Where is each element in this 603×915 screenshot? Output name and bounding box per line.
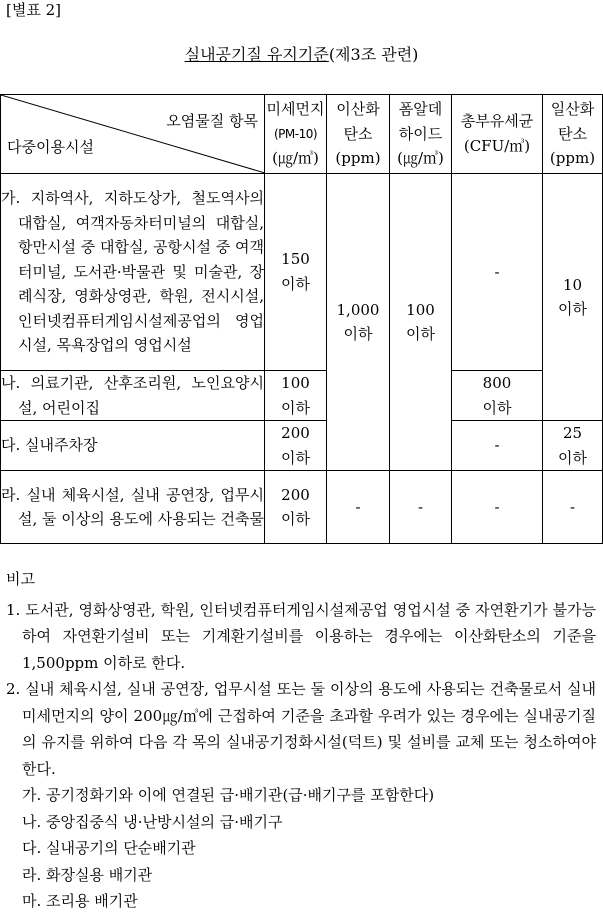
header-bacteria-line1: 총부유세균 [460,112,534,131]
bacteria-da [452,421,543,471]
header-co2-unit: (ppm) [335,149,381,168]
pm10-ga-value: 150 [281,250,310,269]
facility-na [1,371,265,421]
co-da-qualifier: 이하 [558,448,587,467]
co2-ga-na-da [327,174,390,471]
header-corner-cell [1,95,265,174]
table-header-row [1,95,603,174]
pm10-na-qualifier: 이하 [281,398,310,417]
bacteria-da-dash: - [494,436,500,455]
title-suffix: (제3조 관련) [328,45,419,64]
title-main: 실내공기질 유지기준 [184,45,329,64]
header-pm10-unit: (㎍/㎥) [272,149,319,168]
header-co-line1: 일산화 [550,100,595,119]
pm10-na [265,371,327,421]
pm10-ra-value: 200 [281,485,310,504]
co-da [543,421,603,471]
header-bacteria [452,95,543,174]
co2-value: 1,000 [336,300,380,319]
co-ga-na [543,174,603,421]
formaldehyde-value: 100 [406,300,435,319]
remark-2-sub-na: 나. 중앙집중식 냉·난방시설의 급·배기구 [22,812,283,831]
facility-ga-text: 가. 지하역사, 지하도상가, 철도역사의 대합실, 여객자동차터미널의 대합실, 항만시설 중 대합실, 공항시설 중 여객터미널, 도서관·박물관 및 미술관, 장례식장, 영화상영관, 학원, 전시시설, 인터넷컴퓨터게임시설제공업의 영업시설, 목욕장업의 영업시설 [1,188,264,355]
header-co2 [327,95,390,174]
co-ra-dash: - [569,498,576,517]
indoor-air-quality-table [0,94,603,544]
header-pollutant-label: 오염물질 항목 [166,112,258,130]
header-pm10-line2: (PM-10) [273,126,318,141]
bacteria-ra [452,471,543,544]
bacteria-ga [452,174,543,371]
header-co-line2: 탄소 [558,124,587,143]
table-row-ga [1,174,603,371]
pm10-da-value: 200 [281,424,310,443]
bacteria-na-qualifier: 이하 [482,398,512,417]
header-pm10 [265,95,327,174]
remark-2-sub-ga: 가. 공기정화기와 이에 연결된 급·배기관(급·배기구를 포함한다) [22,786,435,804]
header-facility-label: 다중이용시설 [7,138,94,156]
remarks-section [6,566,596,915]
remark-2: 2. 실내 체육시설, 실내 공연장, 업무시설 또는 둘 이상의 용도에 사용되는 건축물로서 실내 미세먼지의 양이 200㎍/㎥에 근접하여 기준을 초과할 우려가 있는 경우에는 실내공기질의 유지를 위하여 다음 각 목의 실내공기정화시설(덕트) 및 설비를 교체 또는 청소하여야 한다. [6,680,596,778]
header-co2-line1: 이산화 [336,100,380,119]
facility-ra [1,471,265,544]
header-formaldehyde [390,95,452,174]
co-ga-na-qualifier: 이하 [558,300,587,319]
formaldehyde-ga-na-da [390,174,452,471]
page-label: [별표 2] [6,1,61,19]
co-ga-na-value: 10 [562,275,583,294]
formaldehyde-ra-dash: - [417,498,424,517]
header-co [543,95,603,174]
remark-2-sub-da: 다. 실내공기의 단순배기관 [22,839,196,857]
table-row-na [1,371,603,421]
pm10-ra-qualifier: 이하 [281,510,310,529]
table-row-ra [1,471,603,544]
co2-ra [327,471,390,544]
pm10-ga [265,174,327,371]
table-row-da [1,421,603,471]
header-formaldehyde-line2: 하이드 [398,124,443,143]
pm10-ra [265,471,327,544]
remark-1: 1. 도서관, 영화상영관, 학원, 인터넷컴퓨터게임시설제공업 영업시설 중 자연환기가 불가능하여 자연환기설비 또는 기계환기설비를 이용하는 경우에는 이산화탄소의 기준을 1,500ppm 이하로 한다. [6,600,596,672]
facility-na-text: 나. 의료기관, 산후조리원, 노인요양시설, 어린이집 [1,374,264,417]
document-title [0,44,603,66]
facility-ga [1,174,265,371]
header-pm10-line1: 미세먼지 [266,100,325,119]
co2-ra-dash: - [355,498,361,517]
facility-da-text: 다. 실내주차장 [1,436,98,455]
header-formaldehyde-line1: 폼알데 [398,100,443,119]
bacteria-ga-dash: - [494,262,500,281]
pm10-ga-qualifier: 이하 [281,275,310,293]
pm10-da-qualifier: 이하 [281,448,310,467]
pm10-da [265,421,327,471]
remark-2-sub-ra: 라. 화장실용 배기관 [22,865,153,884]
header-bacteria-unit: (CFU/㎥) [463,137,531,155]
bacteria-na [452,371,543,421]
formaldehyde-ra [390,471,452,544]
formaldehyde-qualifier: 이하 [406,325,435,344]
bacteria-ra-dash: - [494,498,500,517]
header-co2-line2: 탄소 [343,124,373,143]
remarks-heading: 비고 [6,570,35,588]
facility-ra-text: 라. 실내 체육시설, 실내 공연장, 업무시설, 둘 이상의 용도에 사용되는 건축물 [1,485,264,529]
pm10-na-value: 100 [281,374,310,392]
remark-2-sub-ma: 마. 조리용 배기관 [22,892,138,910]
co-ra [543,471,603,544]
header-co-unit: (ppm) [549,149,596,168]
diagonal-divider [1,95,265,173]
facility-da [1,421,265,471]
co2-qualifier: 이하 [343,325,373,344]
header-formaldehyde-unit: (㎍/㎥) [397,149,444,168]
bacteria-na-value: 800 [482,374,512,392]
co-da-value: 25 [562,424,583,443]
